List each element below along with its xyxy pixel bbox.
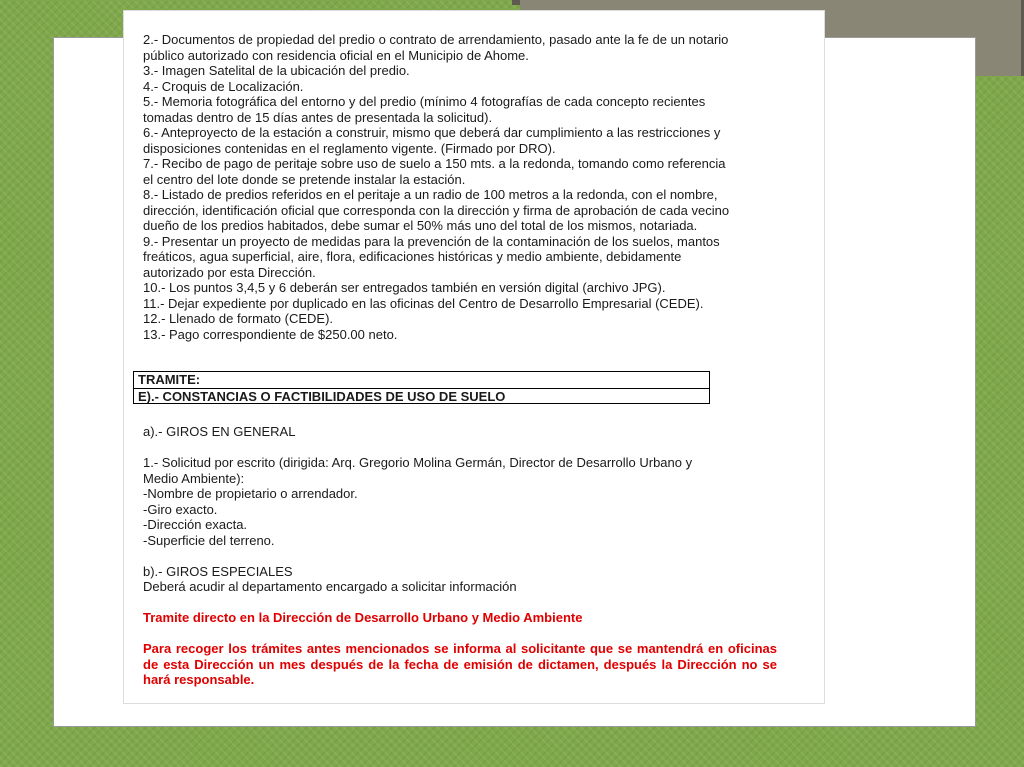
- requirement-line: 12.- Llenado de formato (CEDE).: [143, 311, 334, 326]
- requirement-line: 11.- Dejar expediente por duplicado en las oficinas del Centro de Desarrollo Empresarial (CEDE).: [143, 295, 704, 311]
- tramite-box: [133, 371, 710, 404]
- giros-general-line: -Superficie del terreno.: [143, 532, 275, 548]
- giros-general-line: -Nombre de propietario o arrendador.: [143, 486, 358, 501]
- giros-general-line: -Dirección exacta.: [143, 517, 248, 532]
- giros-general-heading: a).- GIROS EN GENERAL: [143, 424, 296, 439]
- tramite-title: E).- CONSTANCIAS O FACTIBILIDADES DE USO DE SUELO: [134, 388, 709, 405]
- giros-general-line: 1.- Solicitud por escrito (dirigida: Arq. Gregorio Molina Germán, Director de Desarrollo Urbano y: [143, 455, 693, 470]
- requirement-line: público autorizado con residencia oficial en el Municipio de Ahome.: [143, 47, 529, 63]
- requirement-line: disposiciones contenidas en el reglamento vigente. (Firmado por DRO).: [143, 140, 556, 156]
- requirement-line: 9.- Presentar un proyecto de medidas para la prevención de la contaminación de los suelos, mantos: [143, 233, 720, 249]
- requirement-line: 7.- Recibo de pago de peritaje sobre uso de suelo a 150 mts. a la redonda, tomando como referencia: [143, 156, 726, 171]
- giros-especiales-heading: b).- GIROS ESPECIALES: [143, 563, 293, 579]
- requirement-line: 4.- Croquis de Localización.: [143, 78, 304, 94]
- requirement-line: 10.- Los puntos 3,4,5 y 6 deberán ser entregados también en versión digital (archivo JPG).: [143, 280, 666, 295]
- notice-direct: Tramite directo en la Dirección de Desarrollo Urbano y Medio Ambiente: [143, 610, 583, 625]
- requirement-line: 3.- Imagen Satelital de la ubicación del predio.: [143, 63, 410, 78]
- scanned-document: [124, 11, 824, 703]
- requirement-line: dirección, identificación oficial que corresponda con la dirección y firma de aprobación de cada vecino: [143, 202, 730, 218]
- giros-section: [143, 424, 783, 688]
- requirements-list: [143, 32, 783, 342]
- requirement-line: dueño de los predios habitados, debe sumar el 50% más uno del total de los mismos, notariada.: [143, 218, 698, 233]
- giros-general-line: Medio Ambiente):: [143, 470, 245, 486]
- requirement-line: tomadas dentro de 15 días antes de presentada la solicitud).: [143, 109, 493, 125]
- giros-especiales-text: Deberá acudir al departamento encargado a solicitar información: [143, 579, 517, 594]
- requirement-line: 2.- Documentos de propiedad del predio o contrato de arrendamiento, pasado ante la fe de un notario: [143, 32, 729, 47]
- requirement-line: autorizado por esta Dirección.: [143, 264, 316, 280]
- requirement-line: 8.- Listado de predios referidos en el peritaje a un radio de 100 metros a la redonda, con el nombre,: [143, 187, 718, 202]
- giros-general-line: -Giro exacto.: [143, 501, 218, 517]
- requirement-line: 6.- Anteproyecto de la estación a construir, mismo que deberá dar cumplimiento a las restricciones y: [143, 125, 721, 140]
- requirement-line: el centro del lote donde se pretende instalar la estación.: [143, 171, 466, 187]
- requirement-line: freáticos, agua superficial, aire, flora, edificaciones históricas y medio ambiente, debidamente: [143, 249, 682, 264]
- tramite-header: TRAMITE:: [138, 372, 201, 387]
- notice-pickup: Para recoger los trámites antes mencionados se informa al solicitante que se mantendrá en oficinas de esta Dirección un mes después de la fecha de emisión de dictamen, después la Dirección no se hará responsable.: [143, 641, 777, 687]
- requirement-line: 13.- Pago correspondiente de $250.00 neto.: [143, 326, 398, 342]
- requirement-line: 5.- Memoria fotográfica del entorno y del predio (mínimo 4 fotografías de cada concepto recientes: [143, 94, 706, 109]
